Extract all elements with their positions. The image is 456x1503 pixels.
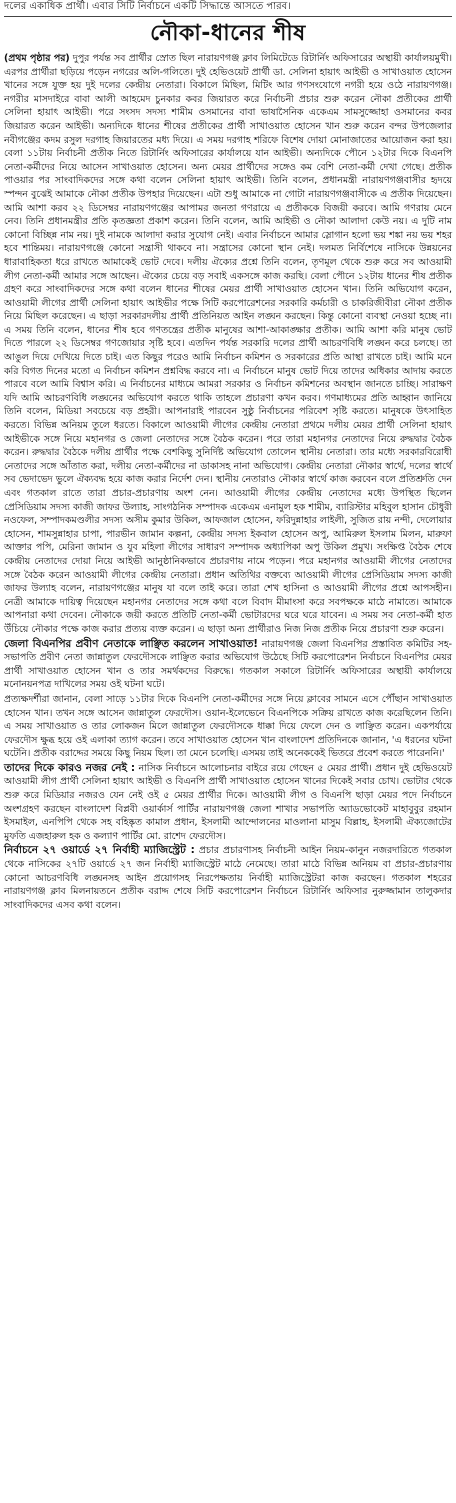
paragraph-text: প্রত্যক্ষদর্শীরা জানান, বেলা সাড়ে ১১টার দিকে বিএনপি নেতা-কর্মীদের সঙ্গে নিয়ে ক্লাবের সামনে এসে পৌঁছান সাখাওয়াত হোসেন খান। তখন সঙ্গে আসেন জান্নাতুল ফেরদৌস। ওয়ান-ইলেভেনে বিএনপিকে সক্রিয় রাখতে কাজ করেছিলেন তিনি। এ সময় সাখাওয়াত ও তার লোকজন মিলে জান্নাতুল ফেরদৌসকে ধাক্কা দিয়ে ফেলে দেন ও লাঞ্ছিত করেন। একপর্যায়ে ফেরদৌস ক্ষুব্ধ হয়ে ওই এলাকা ত্যাগ করেন। তবে সাখাওয়াত হোসেন খান বাংলাদেশ প্রতিদিনকে জানান, 'এ ধরনের ঘটনা ঘটেনি। প্রতীক বরাদ্দের সময়ে কিছু নিয়ম ছিল। তা মেনে চলেছি। এসময় তাই অনেককেই ভিতরে প্রবেশ করতে পারেননি।' bbox=[4, 693, 452, 760]
article-paragraph-3 bbox=[4, 693, 452, 761]
paragraph-text: নাসিক নির্বাচনে আলোচনার বাইরে রয়ে গেছেন ৫ মেয়র প্রার্থী। প্রধান দুই হেভিওয়েট আওয়ামী লীগ প্রার্থী সেলিনা হায়াৎ আইভী ও বিএনপি প্রার্থী সাখাওয়াত হোসেন খানের দিকেই সবার চোখ। ভোটার থেকে শুরু করে মিডিয়ার নজরও যেন নেই ওই ৫ মেয়র প্রার্থীর দিকে। আওয়ামী লীগ ও বিএনপি ছাড়া মেয়র পদে নির্বাচনে অংশগ্রহণ করছেন বাংলাদেশ বিপ্লবী ওয়ার্কার্স পার্টির নারায়ণগঞ্জ জেলা শাখার সভাপতি অ্যাডভোকেট মাহাবুবুর রহমান ইসমাইল, এনপিপি থেকে সহ বহিষ্কৃত কামাল প্রধান, ইসলামী আন্দোলনের মাওলানা মাসুম বিল্লাহ, ইসলামী ঐক্যজোটের মুফতি এজহারুল হক ও কল্যাণ পার্টির মো. রাশেদ ফেরদৌস। bbox=[4, 762, 452, 842]
paragraph-text: নারায়ণগঞ্জ জেলা বিএনপির প্রস্তাবিত কমিটির সহ-সভাপতি প্রবীণ নেতা জান্নাতুল ফেরদৌসকে লাঞ্ছিত করার অভিযোগ উঠেছে সিটি করপোরেশন নির্বাচনে বিএনপির মেয়র প্রার্থী সাখাওয়াত হোসেন খান ও তার সমর্থকদের বিরুদ্ধে। গতকাল সকালে রিটার্নিং অফিসারের অস্থায়ী কার্যালয়ে মনোনয়নপত্র দাখিলের সময় ওই ঘটনা ঘটে। bbox=[4, 638, 452, 691]
article-headline: নৌকা-ধানের শীষ bbox=[150, 21, 306, 46]
previous-article-fragment: দলের একাধিক প্রার্থী। এবার সিটি নির্বাচনে একটি সিদ্ধান্তে আসতে পারব। bbox=[4, 0, 452, 17]
article-body bbox=[4, 52, 452, 912]
subheading-magistrates: নির্বাচনে ২৭ ওয়ার্ডে ২৭ নির্বাহী ম্যাজিস্ট্রেট : bbox=[4, 844, 195, 857]
article-paragraph-2 bbox=[4, 638, 452, 692]
subheading-other-candidates: তাদের দিকে কারও নজর নেই : bbox=[4, 761, 136, 774]
continuation-marker: (প্রথম পৃষ্ঠার পর) bbox=[4, 53, 70, 64]
article-paragraph-1 bbox=[4, 52, 452, 637]
subheading-bnp-incident: জেলা বিএনপির প্রবীণ নেতাকে লাঞ্ছিত করলেন সাখাওয়াত! bbox=[4, 637, 258, 650]
article-paragraph-4 bbox=[4, 762, 452, 844]
article-paragraph-5 bbox=[4, 844, 452, 912]
paragraph-text: দুপুর পর্যন্ত সব প্রার্থীর স্রোত ছিল নারায়ণগঞ্জ ক্লাব লিমিটেডে রিটার্নিং অফিসারের অস্থায়ী কার্যালয়মুখী। এরপর প্রার্থীরা ছড়িয়ে পড়েন নগরের অলি-গলিতে। দুই হেভিওয়েট প্রার্থী ডা. সেলিনা হায়াৎ আইভী ও সাখাওয়াত হোসেন খানের সঙ্গে যুক্ত হয় দুই দলের কেন্দ্রীয় নেতারা। বিকালে মিছিল, মিটিং আর গণসংযোগে নগরী হয়ে ওঠে নারায়ণগঞ্জ। নগরীর মাসদাইরে বাবা আলী আহমেদ চুনকার কবর জিয়ারত করে নির্বাচনী প্রচার শুরু করেন নৌকা প্রতীকের প্রার্থী সেলিনা হায়াৎ আইভী। পরে সংসদ সদস্য শামীম ওসমানের বাবা ভাষাসৈনিক একেএম সামসুজ্জোহা ওসমানের কবর জিয়ারত করেন আইভী। অন্যদিকে ধানের শীষের প্রতীকের প্রার্থী সাখাওয়াত হোসেন খান শুরু করেন বন্দর উপজেলার নবীগঞ্জের কদম রসুল দরগাহ জিয়ারতের মধ্য দিয়ে। এ সময় দরগাহ শরিফে বিশেষ দোয়া মোনাজাতের আয়োজন করা হয়। বেলা ১১টায় নির্বাচনী প্রতীক নিতে রিটার্নিং অফিসারের কার্যালয়ে যান আইভী। অন্যদিকে পৌনে ১২টার দিকে বিএনপি নেতা-কর্মীদের নিয়ে আসেন সাখাওয়াত হোসেন। অন্য মেয়র প্রার্থীদের সঙ্গেও কম বেশি নেতা-কর্মী দেখা গেছে। প্রতীক পাওয়ার পর সাংবাদিকদের সঙ্গে কথা বলেন সেলিনা হায়াৎ আইভী। তিনি বলেন, প্রধানমন্ত্রী নারায়ণগঞ্জবাসীর হৃদয়ে স্পন্দন বুঝেই আমাকে নৌকা প্রতীক উপহার দিয়েছেন। এটা শুধু আমাকে না গোটা নারায়ণগঞ্জবাসীকে এ প্রতীক দিয়েছেন। আমি আশা করব ২২ ডিসেম্বর নারায়ণগঞ্জের আপামর জনতা গণরায়ে এ প্রতীককে বিজয়ী করবে। আমি গণরায় মেনে নেব। তিনি প্রধানমন্ত্রীর প্রতি কৃতজ্ঞতা প্রকাশ করেন। তিনি বলেন, আমি আইভী ও নৌকা আলাদা কেউ নয়। এ দুটি নাম কোনো বিচ্ছিন্ন নাম নয়। দুই নামকে আলাদা করার সুযোগ নেই। এবার নির্বাচনে আমার স্লোগান হলো ভয় শঙ্কা নয় ভয় শহর হবে শান্তিময়। নারায়ণগঞ্জে কোনো সন্ত্রাসী থাকবে না। সন্ত্রাসের কোনো স্থান নেই। দলমত নির্বিশেষে নাসিকে উন্নয়নের ধারাবাহিকতা ধরে রাখতে আমাকেই ভোট দেবে। দলীয় ঐক্যের প্রশ্নে তিনি বলেন, তৃণমূল থেকে শুরু করে সব আওয়ামী লীগ নেতা-কর্মী আমার সঙ্গে আছেন। ঐক্যের চেয়ে বড় সবাই একসঙ্গে কাজ করছি। বেলা পৌনে ১২টায় ধানের শীষ প্রতীক গ্রহণ করে সাংবাদিকদের সঙ্গে কথা বলেন ধানের শীষের মেয়র প্রার্থী সাখাওয়াত হোসেন খান। তিনি অভিযোগ করেন, আওয়ামী লীগের প্রার্থী সেলিনা হায়াৎ আইভীর পক্ষে সিটি করপোরেশনের সরকারি কর্মচারী ও চাকরিজীবীরা নৌকা প্রতীক নিয়ে মিছিল করেছেন। এ ছাড়া সরকারদলীয় প্রার্থী প্রতিনিয়ত আইন লঙ্ঘন করছেন। কিন্তু কোনো ব্যবস্থা নেওয়া হচ্ছে না। এ সময় তিনি বলেন, ধানের শীষ হবে গণতন্ত্রের প্রতীক মানুষের আশা-আকাঙ্ক্ষার প্রতীক। আমি আশা করি মানুষ ভোট দিতে পারলে ২২ ডিসেম্বর গণজোয়ার সৃষ্টি হবে। এতদিন পর্যন্ত সরকারি দলের প্রার্থী আচরণবিধি লঙ্ঘন করে চলছে। তা আঙুল দিয়ে দেখিয়ে দিতে চাই। এত কিছুর পরেও আমি নির্বাচন কমিশন ও সরকারের প্রতি আস্থা রাখতে চাই। আমি মনে করি বিগত দিনের মতো এ নির্বাচন কমিশন প্রশ্নবিদ্ধ করবে না। এ নির্বাচনে মানুষ ভোট দিয়ে তাদের অধিকার আদায় করতে পারবে বলে আমি বিশ্বাস করি। এ নির্বাচনের মাধ্যমে আমরা সরকার ও নির্বাচন কমিশনের অবস্থান জানতে চাচ্ছি। সারাক্ষণ যদি আমি আচরণবিধি লঙ্ঘনের অভিযোগ করতে থাকি তাহলে প্রচারণা কখন করব। গণমাধ্যমের প্রতি আহ্বান জানিয়ে তিনি বলেন, মিডিয়া সবচেয়ে বড় প্রহরী। আপনারাই পারবেন সুষ্ঠু নির্বাচনের পরিবেশ সৃষ্টি করতে। মানুষকে উৎসাহিত করতে। বিভিন্ন অনিয়ম তুলে ধরতে। বিকালে আওয়ামী লীগের কেন্দ্রীয় নেতারা প্রথমে দলীয় মেয়র প্রার্থী সেলিনা হায়াৎ আইভীকে সঙ্গে নিয়ে মহানগর ও জেলা নেতাদের সঙ্গে বৈঠক করেন। পরে তারা মহানগর নেতাদের নিয়ে রুদ্ধদ্বার বৈঠক করেন। রুদ্ধদ্বার বৈঠকে দলীয় প্রার্থীর পক্ষে বেশকিছু সুনির্দিষ্ট অভিযোগ তোলেন স্থানীয় নেতারা। তার মধ্যে সরকারবিরোধী নেতাদের সঙ্গে আঁতাত করা, দলীয় নেতা-কর্মীদের না ডাকাসহ নানা অভিযোগ। কেন্দ্রীয় নেতারা নৌকার স্বার্থে, দলের স্বার্থে সব ভেদাভেদ ভুলে ঐক্যবদ্ধ হয়ে কাজ করার নির্দেশ দেন। স্থানীয় নেতারাও নৌকার স্বার্থে কাজ করবেন বলে প্রতিশ্রুতি দেন এবং গতকাল রাতে তারা প্রচার-প্রচারণায় অংশ নেন। আওয়ামী লীগের কেন্দ্রীয় নেতাদের মধ্যে উপস্থিত ছিলেন প্রেসিডিয়াম সদস্য কাজী জাফর উল্যাহ, সাংগঠনিক সম্পাদক একেএম এনামুল হক শামীম, ব্যারিস্টার মহিবুল হাসান চৌধুরী নওফেল, সম্পাদকমণ্ডলীর সদস্য অসীম কুমার উকিল, আফজাল হোসেন, ফরিদুন্নাহার লাইলী, সুজিত রায় নন্দী, দেলোয়ার হোসেন, শামসুন্নাহার চাপা, পারভীন জামান কল্পনা, কেন্দ্রীয় সদস্য ইকবাল হোসেন অপু, আমিরুল ইসলাম মিলন, মারুফা আক্তার পপি, মেরিনা জামান ও যুব মহিলা লীগের সাধারণ সম্পাদক অধ্যাপিকা অপু উকিল প্রমুখ। সংক্ষিপ্ত বৈঠক শেষে কেন্দ্রীয় নেতাদের দোয়া নিয়ে আইভী আনুষ্ঠানিকভাবে প্রচারণায় নামে পড়েন। পরে মহানগর আওয়ামী লীগের নেতাদের সঙ্গে বৈঠক করেন আওয়ামী লীগের কেন্দ্রীয় নেতারা। প্রধান অতিথির বক্তব্যে আওয়ামী লীগের প্রেসিডিয়াম সদস্য কাজী জাফর উল্যাহ বলেন, নারায়ণগঞ্জের মানুষ যা বলে তাই করে। তারা শেখ হাসিনা ও আওয়ামী লীগের প্রশ্নে আপসহীন। নেত্রী আমাকে দায়িত্ব দিয়েছেন মহানগর নেতাদের সঙ্গে কথা বলে বিবাদ মীমাংসা করে সবপক্ষকে মাঠে নামাতে। আমাকে আপনারা কথা দেবেন। নৌকাকে জয়ী করতে প্রতিটি নেতা-কর্মী ভোটারদের ঘরে ঘরে যাবেন। এ সময় সব নেতা-কর্মী হাত উঁচিয়ে নৌকার পক্ষে কাজ করার প্রত্যয় ব্যক্ত করেন। এ ছাড়া অন্য প্রার্থীরাও নিজ নিজ প্রতীক নিয়ে প্রচারণা শুরু করেন। bbox=[4, 53, 452, 635]
paragraph-text: প্রচার প্রচারণাসহ নির্বাচনী আইন নিয়ম-কানুন নজরদারিতে গতকাল থেকে নাসিকের ২৭টি ওয়ার্ডে ২৭ জন নির্বাহী ম্যাজিস্ট্রেট মাঠে নেমেছে। তারা মাঠে বিভিন্ন অনিয়ম বা প্রচার-প্রচারণায় কোনো আচরণবিধি লঙ্ঘনসহ আইন প্রয়োগসহ নিরপেক্ষতায় নির্বাহী ম্যাজিস্ট্রেটরা কাজ করছেন। গতকাল শহরের নারায়ণগঞ্জ ক্লাব মিলনায়তনে প্রতীক বরাদ্দ শেষে সিটি করপোরেশন নির্বাচনে রিটার্নিং অফিসার নুরুজ্জামান তালুকদার সাংবাদিকদের এসব কথা বলেন। bbox=[4, 845, 452, 911]
